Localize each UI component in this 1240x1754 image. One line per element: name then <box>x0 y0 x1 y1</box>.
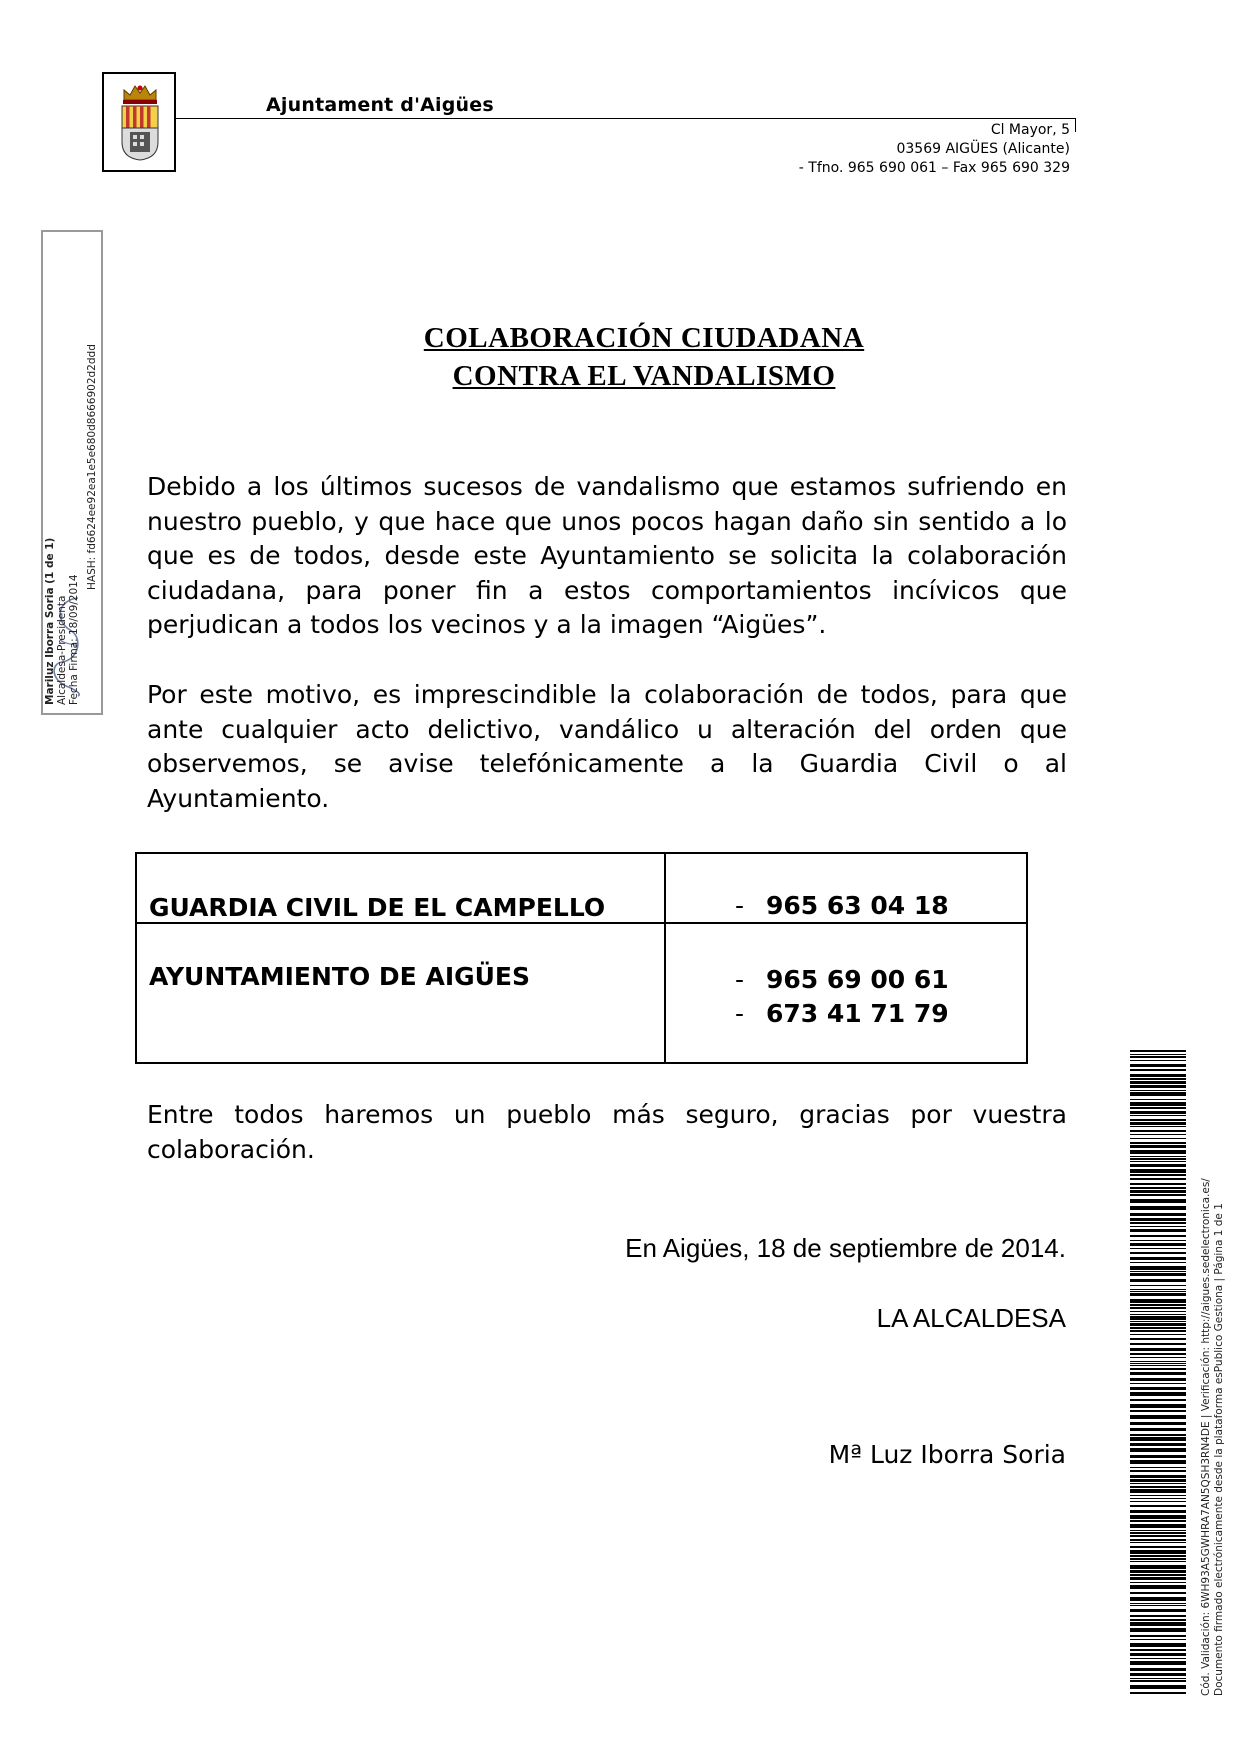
barcode-bar <box>1130 1257 1186 1260</box>
barcode-bar <box>1130 1054 1186 1055</box>
barcode-bar <box>1130 1316 1186 1320</box>
contact-name: GUARDIA CIVIL DE EL CAMPELLO <box>136 853 665 923</box>
barcode-bar <box>1130 1574 1186 1576</box>
barcode-bar <box>1130 1668 1186 1671</box>
barcode-bar <box>1130 1069 1186 1071</box>
validation-text <box>1200 1178 1225 1696</box>
barcode-bar <box>1130 1501 1186 1502</box>
barcode-bar <box>1130 1285 1186 1286</box>
barcode-bar <box>1130 1649 1186 1651</box>
barcode-bar <box>1130 1142 1186 1144</box>
barcode-bar <box>1130 1605 1186 1606</box>
barcode-bar <box>1130 1530 1186 1531</box>
list-dash: - <box>734 998 744 1028</box>
barcode-bar <box>1130 1311 1186 1312</box>
municipal-logo <box>102 72 176 172</box>
barcode-bar <box>1130 1218 1186 1221</box>
barcode-bar <box>1130 1299 1186 1303</box>
barcode-bar <box>1130 1535 1186 1537</box>
barcode-bar <box>1130 1609 1186 1612</box>
signature-hash: HASH: fd6624ee92ea1e5e680d8666902d2ddd <box>86 344 98 590</box>
barcode-bar <box>1130 1495 1186 1496</box>
header-divider-end <box>1075 118 1076 132</box>
body-paragraph: Por este motivo, es imprescindible la colaboración de todos, para que ante cualquier acto delictivo, vandálico u alteración del orden que observemos, se avise telefónicamente a la Guardia Civil o al Ayuntamiento. <box>147 680 1067 813</box>
barcode-bar <box>1130 1145 1186 1148</box>
place-and-date: En Aigües, 18 de septiembre de 2014. <box>625 1233 1066 1263</box>
barcode-bar <box>1130 1532 1186 1534</box>
barcode-bar <box>1130 1343 1186 1345</box>
barcode-bar <box>1130 1365 1186 1366</box>
vertical-barcode-icon <box>1130 1050 1186 1696</box>
barcode-bar <box>1130 1628 1186 1632</box>
contact-phones-table <box>135 852 1028 1064</box>
body-paragraph: Debido a los últimos sucesos de vandalismo que estamos sufriendo en nuestro pueblo, y que hace que unos pocos hagan daño sin sentido a lo que es de todos, desde este Ayuntamiento se solicita la colaboración ciudadana, para poner fin a estos comportamientos incívicos que perjudican a todos los vecinos y a la imagen “Aigües”. <box>147 472 1067 639</box>
barcode-bar <box>1130 1510 1186 1513</box>
barcode-bar <box>1130 1307 1186 1309</box>
barcode-bar <box>1130 1293 1186 1296</box>
signer-name: Mª Luz Iborra Soria <box>828 1440 1066 1469</box>
barcode-bar <box>1130 1603 1186 1604</box>
contact-phones <box>665 853 1027 923</box>
barcode-bar <box>1130 1546 1186 1548</box>
barcode-bar <box>1130 1164 1186 1167</box>
barcode-bar <box>1130 1158 1186 1160</box>
barcode-bar <box>1130 1363 1186 1364</box>
barcode-bar <box>1130 1240 1186 1241</box>
barcode-bar <box>1130 1119 1186 1121</box>
table-row <box>136 853 1027 923</box>
barcode-bar <box>1130 1314 1186 1315</box>
barcode-bar <box>1130 1289 1186 1290</box>
barcode-bar <box>1130 1635 1186 1637</box>
barcode-bar <box>1130 1658 1186 1659</box>
barcode-bar <box>1130 1378 1186 1381</box>
barcode-bar <box>1130 1330 1186 1332</box>
barcode-bar <box>1130 1252 1186 1254</box>
barcode-bar <box>1130 1615 1186 1617</box>
barcode-bar <box>1130 1443 1186 1446</box>
barcode-bar <box>1130 1661 1186 1665</box>
barcode-bar <box>1130 1577 1186 1580</box>
contact-name: AYUNTAMIENTO DE AIGÜES <box>136 923 665 1063</box>
barcode-bar <box>1130 1404 1186 1408</box>
validation-code-line: Cód. Validación: 6WH93A5GWHRA7AN5QSH3RN4DE | Verificación: http://aigues.sedelectronica.es/ <box>1200 1178 1212 1696</box>
barcode-bar <box>1130 1229 1186 1232</box>
barcode-bar <box>1130 1692 1186 1694</box>
barcode-bar <box>1130 1437 1186 1441</box>
barcode-bar <box>1130 1455 1186 1458</box>
barcode-bar <box>1130 1361 1186 1362</box>
barcode-bar <box>1130 1428 1186 1431</box>
barcode-bar <box>1130 1334 1186 1335</box>
barcode-bar <box>1130 1056 1186 1058</box>
barcode-bar <box>1130 1178 1186 1180</box>
barcode-bar <box>1130 1685 1186 1689</box>
barcode-bar <box>1130 1111 1186 1114</box>
validation-platform-line: Documento firmado electrónicamente desde la plataforma esPublico Gestiona | Página 1 de 1 <box>1212 1203 1225 1696</box>
barcode-bar <box>1130 1150 1186 1154</box>
barcode-bar <box>1130 1460 1186 1464</box>
address-block <box>799 121 1070 178</box>
barcode-bar <box>1130 1134 1186 1135</box>
barcode-bar <box>1130 1561 1186 1562</box>
barcode-bar <box>1130 1565 1186 1569</box>
barcode-bar <box>1130 1622 1186 1626</box>
barcode-bar <box>1130 1102 1186 1106</box>
barcode-bar <box>1130 1585 1186 1589</box>
contact-phones <box>665 923 1027 1063</box>
barcode-bar <box>1130 1291 1186 1292</box>
barcode-bar <box>1130 1190 1186 1193</box>
address-line: Cl Mayor, 5 <box>990 122 1070 138</box>
barcode-bar <box>1130 1321 1186 1322</box>
barcode-bar <box>1130 1060 1186 1061</box>
barcode-bar <box>1130 1130 1186 1132</box>
barcode-bar <box>1130 1115 1186 1116</box>
barcode-bar <box>1130 1422 1186 1425</box>
barcode-bar <box>1130 1498 1186 1499</box>
barcode-bar <box>1130 1156 1186 1157</box>
organization-name: Ajuntament d'Aigües <box>266 94 494 116</box>
address-line: 03569 AIGÜES (Alicante) <box>896 141 1070 157</box>
barcode-bar <box>1130 1555 1186 1557</box>
barcode-bar <box>1130 1226 1186 1227</box>
coat-of-arms-icon <box>118 82 162 162</box>
document-title-line-1: COLABORACIÓN CIUDADANA <box>423 322 865 354</box>
signer-role: Alcaldesa-Presidenta <box>56 595 68 705</box>
barcode-bar <box>1130 1199 1186 1203</box>
barcode-bar <box>1130 1273 1186 1276</box>
barcode-bar <box>1130 1383 1186 1384</box>
barcode-bar <box>1130 1410 1186 1412</box>
barcode-bar <box>1130 1235 1186 1237</box>
barcode-bar <box>1130 1387 1186 1390</box>
barcode-bar <box>1130 1475 1186 1478</box>
barcode-bar <box>1130 1174 1186 1176</box>
barcode-bar <box>1130 1213 1186 1216</box>
header-divider <box>176 118 1076 119</box>
barcode-bar <box>1130 1434 1186 1436</box>
list-dash: - <box>734 964 744 994</box>
barcode-bar <box>1130 1183 1186 1185</box>
signer-role-title: LA ALCALDESA <box>876 1303 1066 1333</box>
barcode-bar <box>1130 1327 1186 1329</box>
barcode-bar <box>1130 1126 1186 1127</box>
barcode-bar <box>1130 1558 1186 1560</box>
barcode-bar <box>1130 1338 1186 1340</box>
barcode-bar <box>1130 1169 1186 1173</box>
address-line: - Tfno. 965 690 061 – Fax 965 690 329 <box>798 160 1070 176</box>
barcode-bar <box>1130 1592 1186 1594</box>
barcode-bar <box>1130 1415 1186 1419</box>
barcode-bar <box>1130 1348 1186 1351</box>
barcode-bar <box>1130 1486 1186 1488</box>
barcode-bar <box>1130 1243 1186 1246</box>
barcode-bar <box>1130 1081 1186 1084</box>
barcode-bar <box>1130 1206 1186 1210</box>
barcode-bar <box>1130 1092 1186 1096</box>
document-title-line-2: CONTRA EL VANDALISMO <box>452 360 836 392</box>
barcode-bar <box>1130 1483 1186 1484</box>
barcode-bar <box>1130 1539 1186 1541</box>
barcode-bar <box>1130 1392 1186 1396</box>
barcode-bar <box>1130 1467 1186 1468</box>
barcode-bar <box>1130 1074 1186 1077</box>
barcode-bar <box>1130 1368 1186 1370</box>
barcode-bar <box>1130 1353 1186 1355</box>
barcode-bar <box>1130 1194 1186 1196</box>
barcode-bar <box>1130 1271 1186 1272</box>
signer-line: Mariluz Iborra Soria (1 de 1) <box>44 537 56 705</box>
body-paragraph: Entre todos haremos un pueblo más seguro, gracias por vuestra colaboración. <box>147 1100 1067 1164</box>
barcode-bar <box>1130 1222 1186 1224</box>
barcode-bar <box>1130 1187 1186 1189</box>
barcode-bar <box>1130 1399 1186 1401</box>
barcode-bar <box>1130 1138 1186 1139</box>
barcode-bar <box>1130 1680 1186 1682</box>
barcode-bar <box>1130 1161 1186 1162</box>
barcode-bar <box>1130 1107 1186 1109</box>
barcode-bar <box>1130 1064 1186 1067</box>
barcode-bar <box>1130 1673 1186 1676</box>
barcode-bar <box>1130 1619 1186 1621</box>
barcode-bar <box>1130 1678 1186 1679</box>
signature-date: Fecha Firma: 18/09/2014 <box>68 574 80 705</box>
barcode-bar <box>1130 1515 1186 1519</box>
barcode-bar <box>1130 1520 1186 1522</box>
barcode-bar <box>1130 1085 1186 1088</box>
barcode-bar <box>1130 1550 1186 1554</box>
barcode-bar <box>1130 1479 1186 1482</box>
barcode-bar <box>1130 1357 1186 1358</box>
barcode-bar <box>1130 1279 1186 1282</box>
barcode-bar <box>1130 1078 1186 1080</box>
barcode-bar <box>1130 1050 1186 1052</box>
barcode-bar <box>1130 1099 1186 1100</box>
barcode-bar <box>1130 1248 1186 1249</box>
barcode-bar <box>1130 1505 1186 1507</box>
list-dash: - <box>734 890 744 920</box>
barcode-bar <box>1130 1304 1186 1306</box>
barcode-bar <box>1130 1323 1186 1326</box>
table-row <box>136 923 1027 1063</box>
barcode-bar <box>1130 1643 1186 1647</box>
phone-number: 965 69 00 61 <box>766 964 949 994</box>
barcode-bar <box>1130 1542 1186 1543</box>
barcode-bar <box>1130 1582 1186 1583</box>
barcode-bar <box>1130 1597 1186 1601</box>
signature-details <box>44 538 80 705</box>
barcode-bar <box>1130 1266 1186 1270</box>
barcode-bar <box>1130 1448 1186 1452</box>
barcode-bar <box>1130 1524 1186 1528</box>
barcode-bar <box>1130 1653 1186 1656</box>
phone-number: 965 63 04 18 <box>766 890 949 920</box>
barcode-bar <box>1130 1639 1186 1640</box>
barcode-bar <box>1130 1262 1186 1263</box>
barcode-bar <box>1130 1372 1186 1375</box>
barcode-bar <box>1130 1470 1186 1472</box>
barcode-bar <box>1130 1570 1186 1573</box>
barcode-bar <box>1130 1489 1186 1493</box>
barcode-bar <box>1130 1122 1186 1125</box>
barcode-bar <box>1130 1090 1186 1091</box>
phone-number: 673 41 71 79 <box>766 998 949 1028</box>
